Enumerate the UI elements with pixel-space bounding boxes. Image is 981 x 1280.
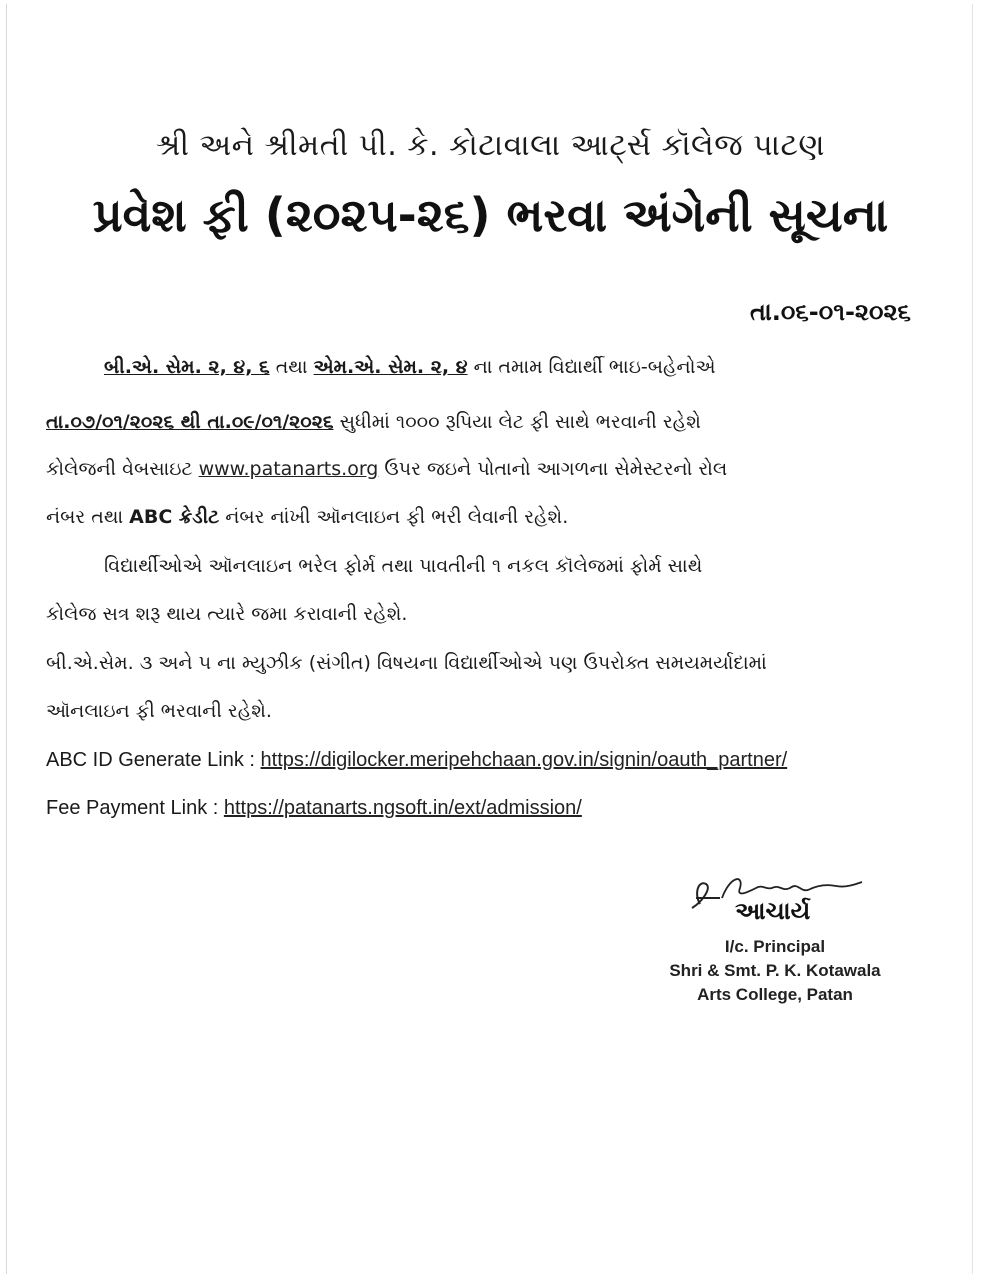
college-website-link[interactable]: www.patanarts.org — [198, 458, 379, 480]
ma-semesters: એમ.એ. સેમ. ૨, ૪ — [313, 356, 468, 378]
paragraph-3-line-1: બી.એ.સેમ. ૩ અને ૫ ના મ્યુઝીક (સંગીત) વિષયના વિદ્યાર્થીઓએ પણ ઉપરોક્ત સમયમર્યાદામાં — [46, 652, 767, 674]
and-text: તથા — [269, 356, 314, 378]
website-prefix: કોલેજની વેબસાઇટ — [46, 458, 199, 480]
principal-title-gujarati: આચાર્ય — [735, 897, 811, 925]
paragraph-3-line-2: ઑનલાઇન ફી ભરવાની રહેશે. — [46, 700, 272, 722]
principal-role: I/c. Principal — [724, 937, 826, 956]
abc-credit: ABC ક્રેડીટ — [129, 506, 220, 528]
roll-number-text: ઉપર જઇને પોતાનો આગળના સેમેસ્ટરનો રોલ — [378, 458, 728, 480]
paragraph-1-line-2 — [46, 400, 916, 444]
paragraph-2-line-2: કોલેજ સત્ર શરૂ થાય ત્યારે જમા કરાવાની રહેશે. — [46, 603, 408, 625]
college-location: Arts College, Patan — [697, 985, 853, 1004]
fee-payment-line — [46, 786, 916, 830]
payment-dates: તા.૦૭/૦૧/૨૦૨૬ થી તા.૦૯/૦૧/૨૦૨૬ — [46, 411, 334, 433]
fee-payment-link[interactable]: https://patanarts.ngsoft.in/ext/admission/ — [223, 797, 582, 819]
principal-designation — [650, 935, 900, 1007]
students-text: ના તમામ વિદ્યાર્થી ભાઇ-બહેનોએ — [467, 356, 716, 378]
abc-id-label: ABC ID Generate Link : — [46, 749, 261, 771]
fee-payment-label: Fee Payment Link : — [46, 797, 224, 819]
paragraph-1-line-3 — [46, 447, 916, 491]
paragraph-2-line-1: વિદ્યાર્થીઓએ ઑનલાઇન ભરેલ ફોર્મ તથા પાવતીની ૧ નકલ કૉલેજમાં ફોર્મ સાથે — [104, 555, 703, 577]
college-name: શ્રી અને શ્રીમતી પી. કે. કોટાવાલા આર્ટ્સ કૉલેજ પાટણ — [155, 128, 826, 163]
number-prefix: નંબર તથા — [46, 506, 130, 528]
paragraph-1-line-1 — [46, 345, 974, 389]
abc-id-link[interactable]: https://digilocker.meripehchaan.gov.in/signin/oauth_partner/ — [260, 749, 788, 771]
paragraph-1-line-4 — [46, 495, 916, 539]
online-fee-text: નંબર નાંખી ઑનલાઇન ફી ભરી લેવાની રહેશે. — [219, 506, 569, 528]
notice-title: પ્રવેશ ફી (૨૦૨૫-૨૬) ભરવા અંગેની સૂચના — [92, 188, 889, 242]
abc-id-line — [46, 738, 916, 782]
college-name-english: Shri & Smt. P. K. Kotawala — [669, 961, 881, 980]
notice-date: તા.૦૬-૦૧-૨૦૨૬ — [750, 298, 911, 326]
ba-semesters: બી.એ. સેમ. ૨, ૪, ૬ — [104, 356, 270, 378]
late-fee-text: સુધીમાં ૧૦૦૦ રૂપિયા લેટ ફી સાથે ભરવાની રહેશે — [333, 411, 701, 433]
